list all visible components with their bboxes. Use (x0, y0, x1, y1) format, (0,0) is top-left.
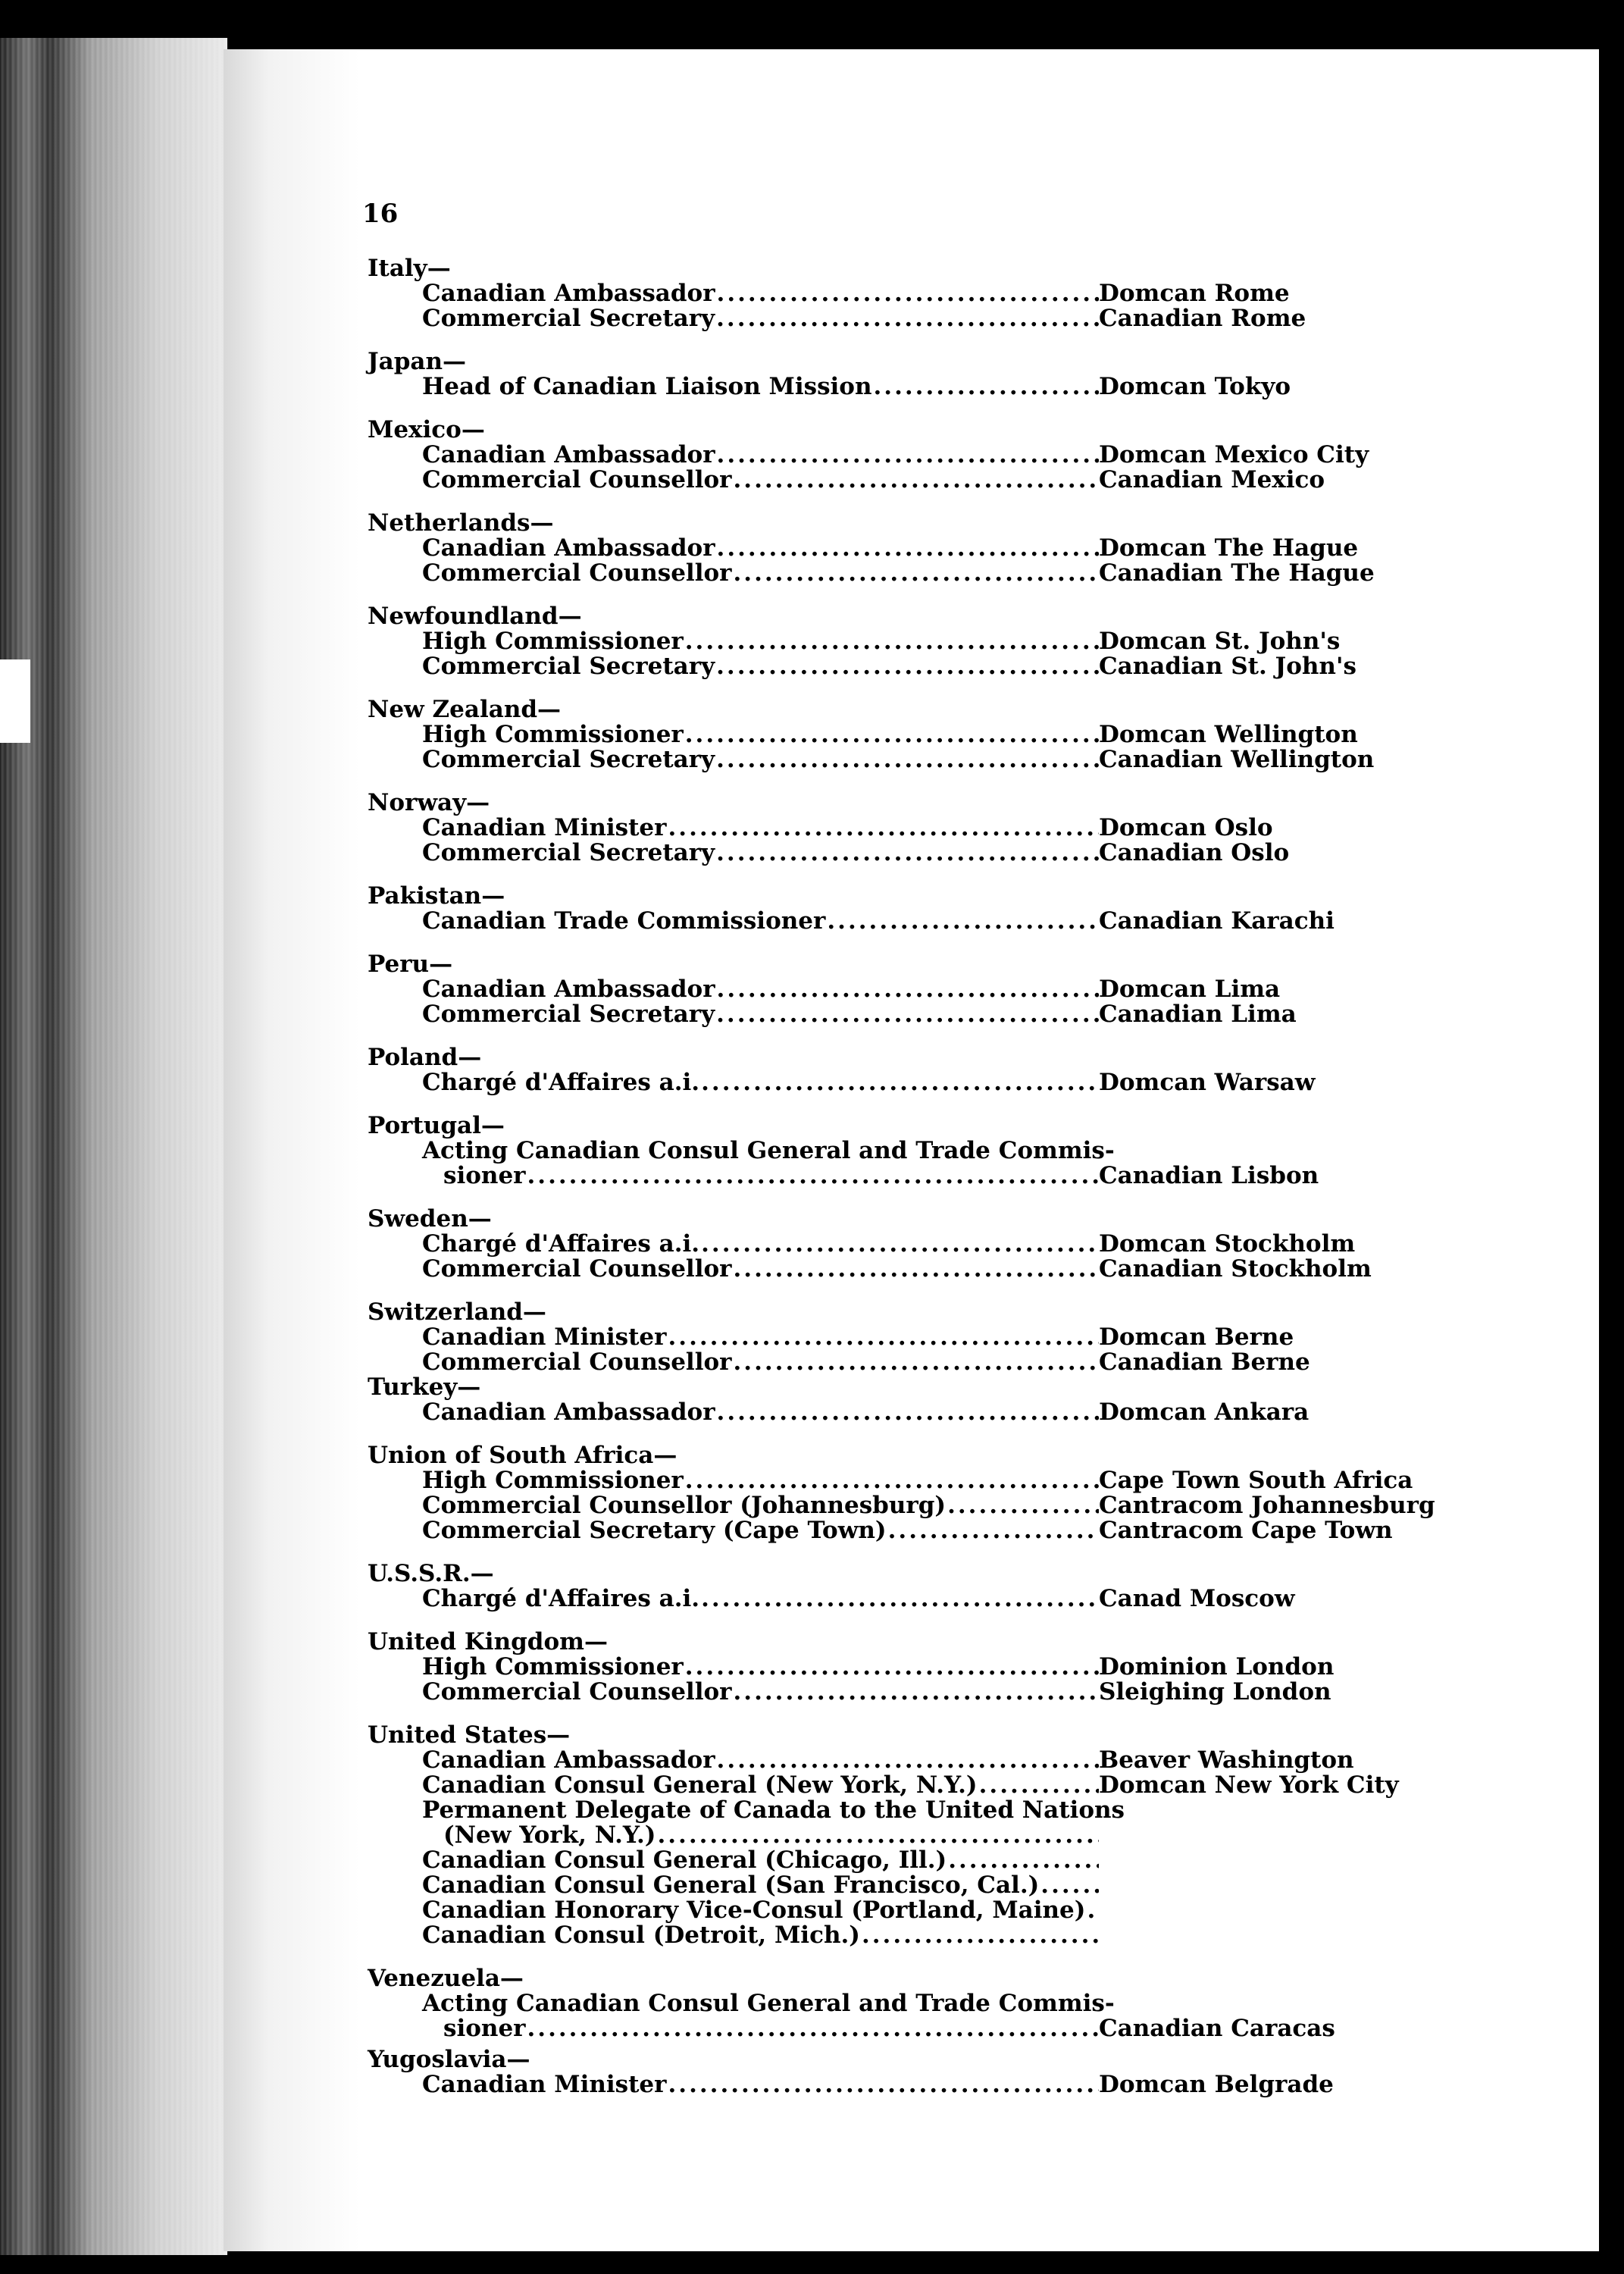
country-heading: Mexico— (368, 416, 485, 443)
telegraphic-address: Domcan St. John's (1099, 628, 1341, 655)
post-title: Commercial Secretary (422, 1001, 715, 1028)
entry-japan (368, 349, 1428, 399)
post-title: Commercial Counsellor (422, 466, 732, 493)
dot-leader (684, 1468, 1099, 1493)
post-title: High Commissioner (422, 1653, 684, 1680)
telegraphic-address: Domcan Stockholm (1099, 1230, 1356, 1258)
telegraphic-address: Domcan New York City (1099, 1771, 1399, 1799)
post-title: Canadian Minister (422, 2071, 667, 2098)
list-item (368, 722, 1428, 747)
post-title: Chargé d'Affaires a.i. (422, 1230, 700, 1258)
post-title: Canadian Minister (422, 1323, 667, 1351)
post-title: Canadian Ambassador (422, 280, 715, 307)
telegraphic-address: Domcan Oslo (1099, 814, 1273, 841)
entry-poland (368, 1045, 1428, 1095)
post-title: High Commissioner (422, 1467, 684, 1494)
post-title: Canadian Consul General (New York, N.Y.) (422, 1771, 978, 1799)
telegraphic-address: Cape Town South Africa (1099, 1467, 1413, 1494)
list-item (368, 443, 1428, 468)
dot-leader (978, 1773, 1099, 1798)
dot-leader (715, 654, 1099, 679)
list-item (368, 2016, 1428, 2041)
post-title: Commercial Counsellor (422, 559, 732, 587)
entry-union-of-south-africa (368, 1442, 1435, 1544)
post-title: High Commissioner (422, 721, 684, 748)
list-item (368, 977, 1428, 1002)
entry-united-kingdom (368, 1630, 1428, 1705)
telegraphic-address: Domcan Wellington (1099, 721, 1358, 748)
list-item (368, 468, 1428, 493)
post-title: Canadian Consul (Detroit, Mich.) (422, 1922, 860, 1949)
list-item (368, 1873, 1428, 1898)
dot-leader (656, 1823, 1099, 1848)
entry-ussr (368, 1561, 1428, 1612)
dot-leader (731, 1257, 1099, 1282)
telegraphic-address: Canadian Wellington (1099, 746, 1375, 773)
dot-leader (715, 977, 1099, 1002)
telegraphic-address-list (368, 255, 1435, 2116)
list-item (368, 1518, 1428, 1543)
country-heading: Venezuela— (368, 1965, 524, 1992)
dot-leader (715, 1400, 1099, 1425)
post-title: Head of Canadian Liaison Mission (422, 373, 872, 400)
entry-new-zealand (368, 697, 1428, 772)
dot-leader (526, 2016, 1100, 2041)
post-title: Commercial Secretary (422, 653, 715, 680)
entry-united-states (368, 1723, 1428, 1948)
list-item (368, 1070, 1428, 1095)
telegraphic-address: Domcan Rome (1099, 280, 1290, 307)
list-item (368, 1232, 1428, 1257)
dot-leader (526, 1164, 1100, 1189)
entry-switzerland (368, 1300, 1428, 1375)
telegraphic-address: Canadian Oslo (1099, 839, 1290, 866)
entry-portugal (368, 1114, 1428, 1189)
list-item (368, 1492, 1435, 1519)
country-heading: Turkey— (368, 1373, 481, 1401)
post-title: Canadian Ambassador (422, 976, 715, 1003)
post-title: Canadian Ambassador (422, 1746, 715, 1774)
post-title: Commercial Counsellor (422, 1255, 732, 1283)
entry-mexico (368, 418, 1428, 493)
country-heading: Newfoundland— (368, 603, 582, 630)
list-item (368, 1400, 1428, 1425)
dot-leader (715, 536, 1099, 561)
post-title: Commercial Counsellor (Johannesburg) (422, 1492, 947, 1519)
dot-leader (684, 722, 1099, 747)
dot-leader (731, 1350, 1099, 1375)
telegraphic-address: Domcan Berne (1099, 1323, 1294, 1351)
dot-leader (731, 468, 1099, 493)
telegraphic-address: Canadian Rome (1099, 305, 1306, 332)
entry-venezuela (368, 1966, 1428, 2041)
telegraphic-address: Canadian The Hague (1099, 559, 1375, 587)
telegraphic-address: Canadian Berne (1099, 1348, 1310, 1376)
list-item (368, 306, 1428, 331)
list-item (368, 374, 1428, 399)
dot-leader (715, 841, 1099, 866)
country-heading: United States— (368, 1721, 571, 1749)
post-title: High Commissioner (422, 628, 684, 655)
post-title: Canadian Consul General (Chicago, Ill.) (422, 1846, 947, 1874)
telegraphic-address: Canadian Stockholm (1099, 1255, 1372, 1283)
dot-leader (1085, 1898, 1099, 1923)
entry-netherlands (368, 511, 1428, 586)
telegraphic-address: Domcan Warsaw (1099, 1069, 1316, 1096)
post-title: Commercial Secretary (422, 839, 715, 866)
list-item (368, 2072, 1428, 2097)
telegraphic-address: Canadian St. John's (1099, 653, 1356, 680)
country-heading: New Zealand— (368, 696, 562, 723)
dot-leader (731, 561, 1099, 586)
list-item (368, 654, 1428, 679)
country-heading: Yugoslavia— (368, 2046, 530, 2073)
country-heading: Norway— (368, 789, 490, 816)
book-binding-edge (0, 38, 227, 2255)
list-item (368, 1923, 1428, 1948)
dot-leader (667, 2072, 1100, 2097)
list-item (368, 629, 1428, 654)
telegraphic-address: Cantracom Johannesburg (1099, 1492, 1435, 1519)
telegraphic-address: Canadian Caracas (1099, 2015, 1335, 2042)
list-item (368, 1164, 1428, 1189)
post-title: Canadian Consul General (San Francisco, Cal.) (422, 1872, 1040, 1899)
post-title: Canadian Trade Commissioner (422, 907, 826, 935)
post-title: Canadian Ambassador (422, 441, 715, 468)
dot-leader (825, 909, 1099, 934)
list-item (368, 747, 1428, 772)
post-title: Chargé d'Affaires a.i. (422, 1069, 700, 1096)
country-heading: Italy— (368, 255, 451, 282)
page-number: 16 (362, 199, 399, 229)
telegraphic-address: Domcan Ankara (1099, 1399, 1310, 1426)
entry-norway (368, 791, 1428, 866)
entry-turkey (368, 1375, 1428, 1425)
dot-leader (715, 747, 1099, 772)
dot-leader (684, 629, 1099, 654)
entry-pakistan (368, 884, 1428, 934)
list-item (368, 1773, 1428, 1798)
telegraphic-address: Domcan Mexico City (1099, 441, 1369, 468)
dot-leader (715, 1002, 1099, 1027)
country-heading: Poland— (368, 1044, 482, 1071)
country-heading: Union of South Africa— (368, 1442, 677, 1469)
list-item (368, 1350, 1428, 1375)
list-item (368, 1655, 1428, 1680)
list-item (368, 1586, 1428, 1612)
post-title: Commercial Secretary (Cape Town) (422, 1517, 887, 1544)
binding-tab (0, 659, 30, 743)
list-item (368, 1823, 1428, 1848)
dot-leader (872, 374, 1099, 399)
list-item (368, 536, 1428, 561)
dot-leader (715, 1748, 1099, 1773)
post-title-line: Acting Canadian Consul General and Trade Commis- (422, 1137, 1115, 1164)
dot-leader (946, 1493, 1099, 1518)
list-item (368, 841, 1428, 866)
dot-leader (699, 1586, 1099, 1612)
telegraphic-address: Beaver Washington (1099, 1746, 1354, 1774)
telegraphic-address: Canadian Mexico (1099, 466, 1325, 493)
list-item (368, 1748, 1428, 1773)
country-heading: Sweden— (368, 1205, 492, 1233)
telegraphic-address: Canadian Karachi (1099, 907, 1335, 935)
post-title: Canadian Honorary Vice-Consul (Portland, Maine) (422, 1897, 1086, 1924)
post-title: Commercial Secretary (422, 746, 715, 773)
country-heading: United Kingdom— (368, 1628, 608, 1655)
list-item (368, 1848, 1428, 1873)
entry-newfoundland (368, 604, 1428, 679)
post-title: Commercial Counsellor (422, 1678, 732, 1706)
telegraphic-address: Dominion London (1099, 1653, 1335, 1680)
country-heading: Switzerland— (368, 1298, 546, 1326)
post-title-line: Acting Canadian Consul General and Trade Commis- (422, 1990, 1115, 2017)
dot-leader (684, 1655, 1099, 1680)
telegraphic-address: Domcan The Hague (1099, 534, 1359, 562)
dot-leader (947, 1848, 1099, 1873)
telegraphic-address: Cantracom Cape Town (1099, 1517, 1393, 1544)
post-title: Chargé d'Affaires a.i. (422, 1585, 700, 1612)
telegraphic-address: Canadian Lima (1099, 1001, 1297, 1028)
dot-leader (715, 443, 1099, 468)
dot-leader (887, 1518, 1099, 1543)
country-heading: U.S.S.R.— (368, 1560, 494, 1587)
post-title: Commercial Counsellor (422, 1348, 732, 1376)
entry-sweden (368, 1207, 1428, 1282)
telegraphic-address: Canadian Lisbon (1099, 1162, 1319, 1189)
country-heading: Netherlands— (368, 509, 554, 537)
entry-peru (368, 952, 1428, 1027)
dot-leader (860, 1923, 1099, 1948)
country-heading: Peru— (368, 951, 453, 978)
post-title: Canadian Minister (422, 814, 667, 841)
post-title-line: Permanent Delegate of Canada to the United Nations (422, 1796, 1125, 1824)
telegraphic-address: Canad Moscow (1099, 1585, 1295, 1612)
telegraphic-address: Domcan Tokyo (1099, 373, 1291, 400)
post-title: sioner (443, 1162, 526, 1189)
dot-leader (715, 281, 1099, 306)
list-item (368, 909, 1428, 934)
dot-leader (667, 1325, 1100, 1350)
dot-leader (667, 816, 1100, 841)
dot-leader (715, 306, 1099, 331)
post-title: Commercial Secretary (422, 305, 715, 332)
country-heading: Portugal— (368, 1112, 505, 1139)
dot-leader (731, 1680, 1099, 1705)
post-title: Canadian Ambassador (422, 1399, 715, 1426)
dot-leader (699, 1232, 1099, 1257)
list-item (368, 816, 1428, 841)
telegraphic-address: Domcan Belgrade (1099, 2071, 1334, 2098)
list-item (368, 1898, 1428, 1923)
list-item (368, 1325, 1428, 1350)
list-item (368, 561, 1428, 586)
post-title: (New York, N.Y.) (443, 1821, 656, 1849)
list-item (368, 1257, 1428, 1282)
list-item (368, 1468, 1428, 1493)
telegraphic-address: Sleighing London (1099, 1678, 1331, 1706)
dot-leader (1039, 1873, 1099, 1898)
entry-italy (368, 256, 1428, 331)
telegraphic-address: Domcan Lima (1099, 976, 1281, 1003)
entry-yugoslavia (368, 2047, 1428, 2097)
list-item (368, 1680, 1428, 1705)
dot-leader (699, 1070, 1099, 1095)
list-item (368, 281, 1428, 306)
list-item (368, 1002, 1428, 1027)
country-heading: Pakistan— (368, 882, 505, 910)
country-heading: Japan— (368, 348, 467, 375)
post-title: sioner (443, 2015, 526, 2042)
post-title: Canadian Ambassador (422, 534, 715, 562)
